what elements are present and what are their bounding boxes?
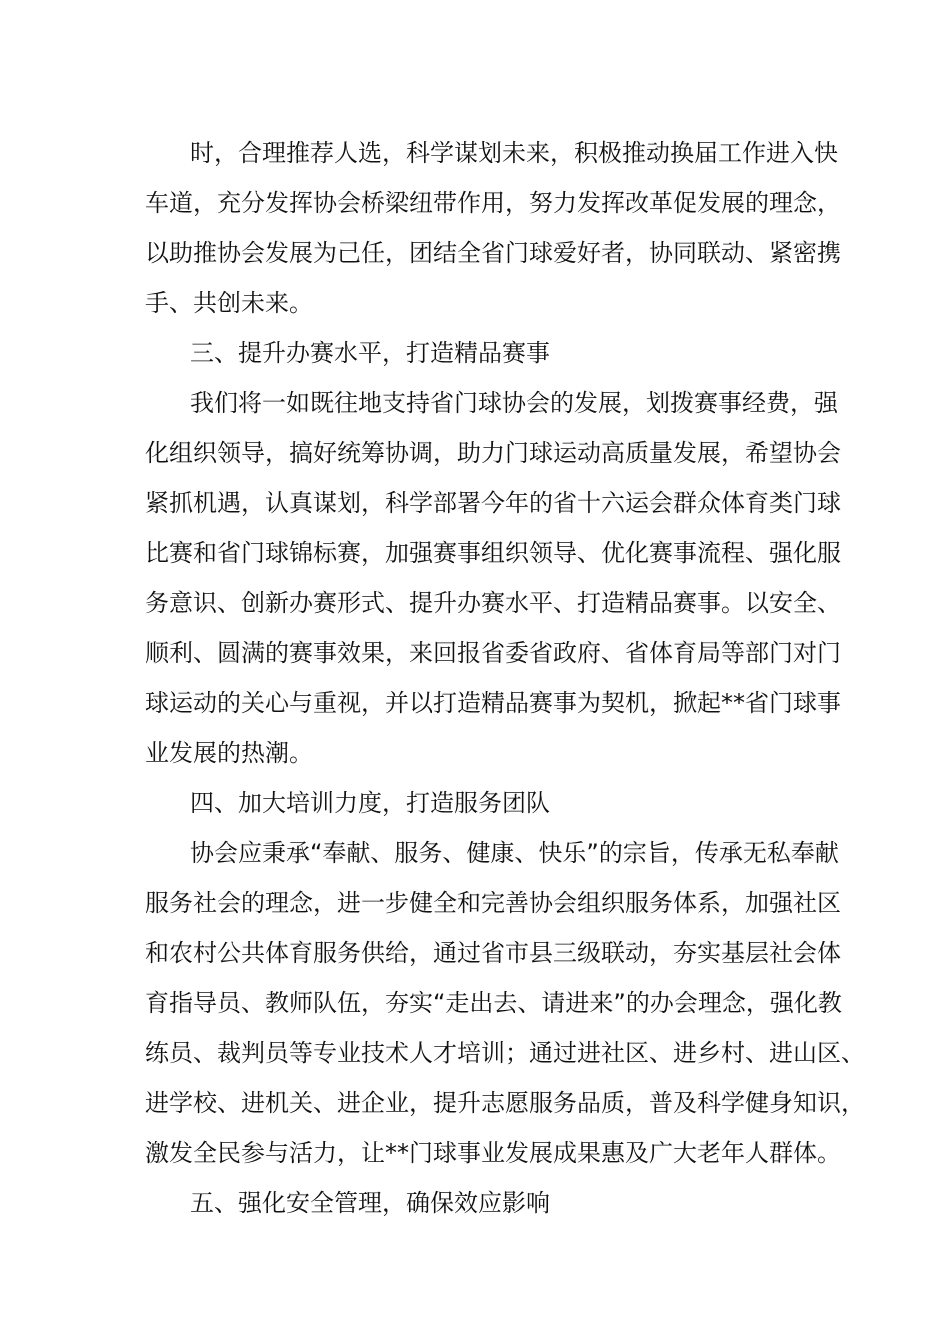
paragraph-line: 协会应秉承“奉献、服务、健康、快乐”的宗旨，传承无私奉献 [190,839,839,867]
paragraph-line: 顺利、圆满的赛事效果，来回报省委省政府、省体育局等部门对门 [145,639,841,667]
paragraph-line: 激发全民参与活力，让**门球事业发展成果惠及广大老年人群体。 [145,1139,841,1167]
paragraph-line: 业发展的热潮。 [145,739,313,767]
paragraph-line: 务意识、创新办赛形式、提升办赛水平、打造精品赛事。以安全、 [145,589,841,617]
paragraph-line: 化组织领导，搞好统筹协调，助力门球运动高质量发展，希望协会 [145,439,841,467]
paragraph-line: 车道，充分发挥协会桥梁纽带作用，努力发挥改革促发展的理念， [145,189,841,217]
paragraph-line: 手、共创未来。 [145,289,313,317]
section-heading-4: 四、加大培训力度，打造服务团队 [190,789,550,817]
paragraph-line: 进学校、进机关、进企业，提升志愿服务品质，普及科学健身知识， [145,1089,865,1117]
paragraph-line: 服务社会的理念，进一步健全和完善协会组织服务体系，加强社区 [145,889,841,917]
document-body [145,128,865,1228]
paragraph-line: 育指导员、教师队伍，夯实“走出去、请进来”的办会理念，强化教 [145,989,842,1017]
paragraph-line: 我们将一如既往地支持省门球协会的发展，划拨赛事经费，强 [190,389,838,417]
paragraph-line: 以助推协会发展为己任，团结全省门球爱好者，协同联动、紧密携 [145,239,841,267]
paragraph-line: 和农村公共体育服务供给，通过省市县三级联动，夯实基层社会体 [145,939,841,967]
section-heading-5: 五、强化安全管理，确保效应影响 [190,1189,550,1217]
paragraph-line: 紧抓机遇，认真谋划，科学部署今年的省十六运会群众体育类门球 [145,489,841,517]
paragraph-line: 比赛和省门球锦标赛，加强赛事组织领导、优化赛事流程、强化服 [145,539,841,567]
paragraph-line: 时，合理推荐人选，科学谋划未来，积极推动换届工作进入快 [190,139,838,167]
section-heading-3: 三、提升办赛水平，打造精品赛事 [190,339,550,367]
paragraph-line: 练员、裁判员等专业技术人才培训；通过进社区、进乡村、进山区、 [145,1039,865,1067]
paragraph-line: 球运动的关心与重视，并以打造精品赛事为契机，掀起**省门球事 [145,689,841,717]
